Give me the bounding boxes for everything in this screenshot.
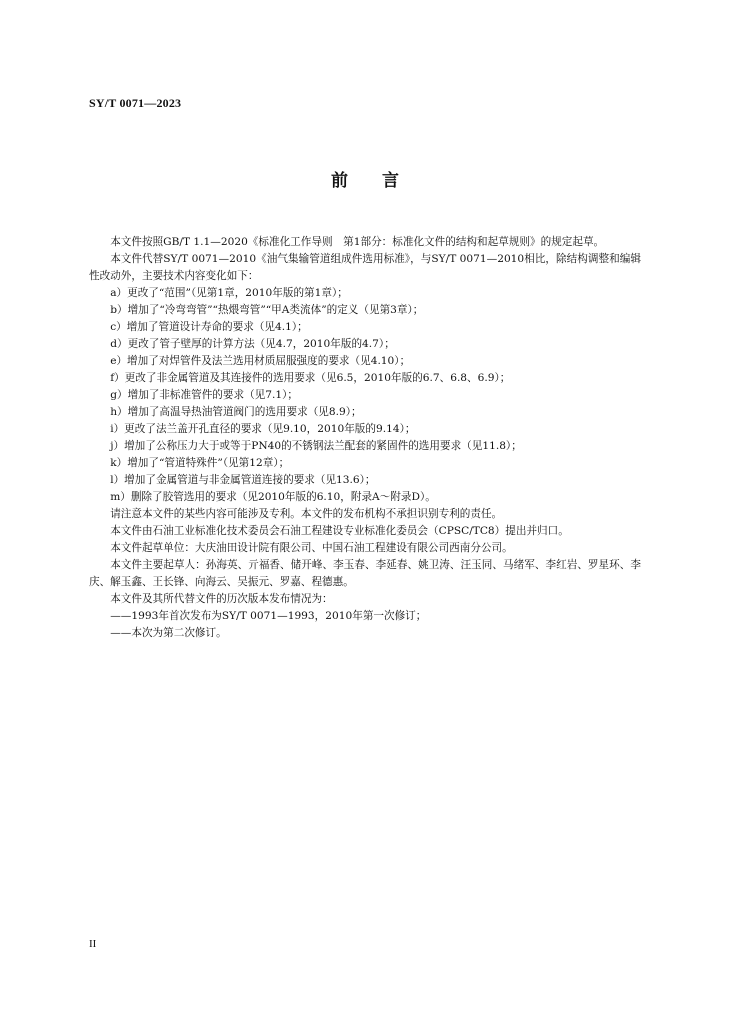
list-item: g）增加了非标准管件的要求（见7.1）； [110, 389, 299, 401]
foreword-body [89, 234, 641, 642]
list-item: c）增加了管道设计寿命的要求（见4.1）； [110, 321, 308, 333]
page-number: II [89, 938, 97, 950]
list-item: h）增加了高温导热油管道阀门的选用要求（见8.9）； [110, 406, 362, 418]
history-intro: 本文件及其所代替文件的历次版本发布情况为： [110, 593, 333, 605]
patent-notice: 请注意本文件的某些内容可能涉及专利。本文件的发布机构不承担识别专利的责任。 [110, 508, 503, 520]
history-item: ——1993年首次发布为SY/T 0071—1993，2010年第一次修订； [110, 610, 427, 622]
history-item: ——本次为第二次修订。 [110, 627, 227, 639]
list-item: a）更改了“范围”（见第1章，2010年版的第1章）； [110, 287, 348, 299]
list-item: e）增加了对焊管件及法兰选用材质屈服强度的要求（见4.10）； [110, 355, 411, 367]
list-item: l）增加了金属管道与非金属管道连接的要求（见13.6）； [110, 474, 376, 486]
list-item: b）增加了“冷弯弯管”“热煨弯管”“甲A类流体”的定义（见第3章）； [110, 304, 424, 316]
paragraph-replacement: 本文件代替SY/T 0071—2010《油气集输管道组成件选用标准》，与SY/T 0071—2010相比，除结构调整和编辑性改动外，主要技术内容变化如下： [89, 253, 641, 282]
paragraph-drafting-rules: 本文件按照GB/T 1.1—2020《标准化工作导则 第1部分：标准化文件的结构和起草规则》的规定起草。 [110, 236, 605, 248]
changes-list [89, 285, 641, 506]
list-item: k）增加了“管道特殊件”（见第12章）； [110, 457, 290, 469]
list-item: m）删除了胶管选用的要求（见2010年版的6.10，附录A～附录D）。 [110, 491, 436, 503]
drafting-units: 本文件起草单位：大庆油田设计院有限公司、中国石油工程建设有限公司西南分公司。 [110, 542, 513, 554]
list-item: d）更改了管子壁厚的计算方法（见4.7，2010年版的4.7）； [110, 338, 395, 350]
page-title: 前言 [331, 171, 433, 191]
list-item: i）更改了法兰盖开孔直径的要求（见9.10，2010年版的9.14）； [110, 423, 416, 435]
list-item: f）更改了非金属管道及其连接件的选用要求（见6.5，2010年版的6.7、6.8、6.9）； [110, 372, 511, 384]
list-item: j）增加了公称压力大于或等于PN40的不锈钢法兰配套的紧固件的选用要求（见11.8）； [110, 440, 522, 452]
proposer-statement: 本文件由石油工业标准化技术委员会石油工程建设专业标准化委员会（CPSC/TC8）提出并归口。 [110, 525, 569, 537]
drafters: 本文件主要起草人：孙海英、亓福香、储开峰、李玉春、李延春、姚卫涛、汪玉同、马绪军、李红岩、罗星环、李庆、解玉鑫、王长锋、向海云、吴振元、罗嘉、程德惠。 [89, 559, 641, 588]
standard-number: SY/T 0071—2023 [89, 96, 182, 110]
